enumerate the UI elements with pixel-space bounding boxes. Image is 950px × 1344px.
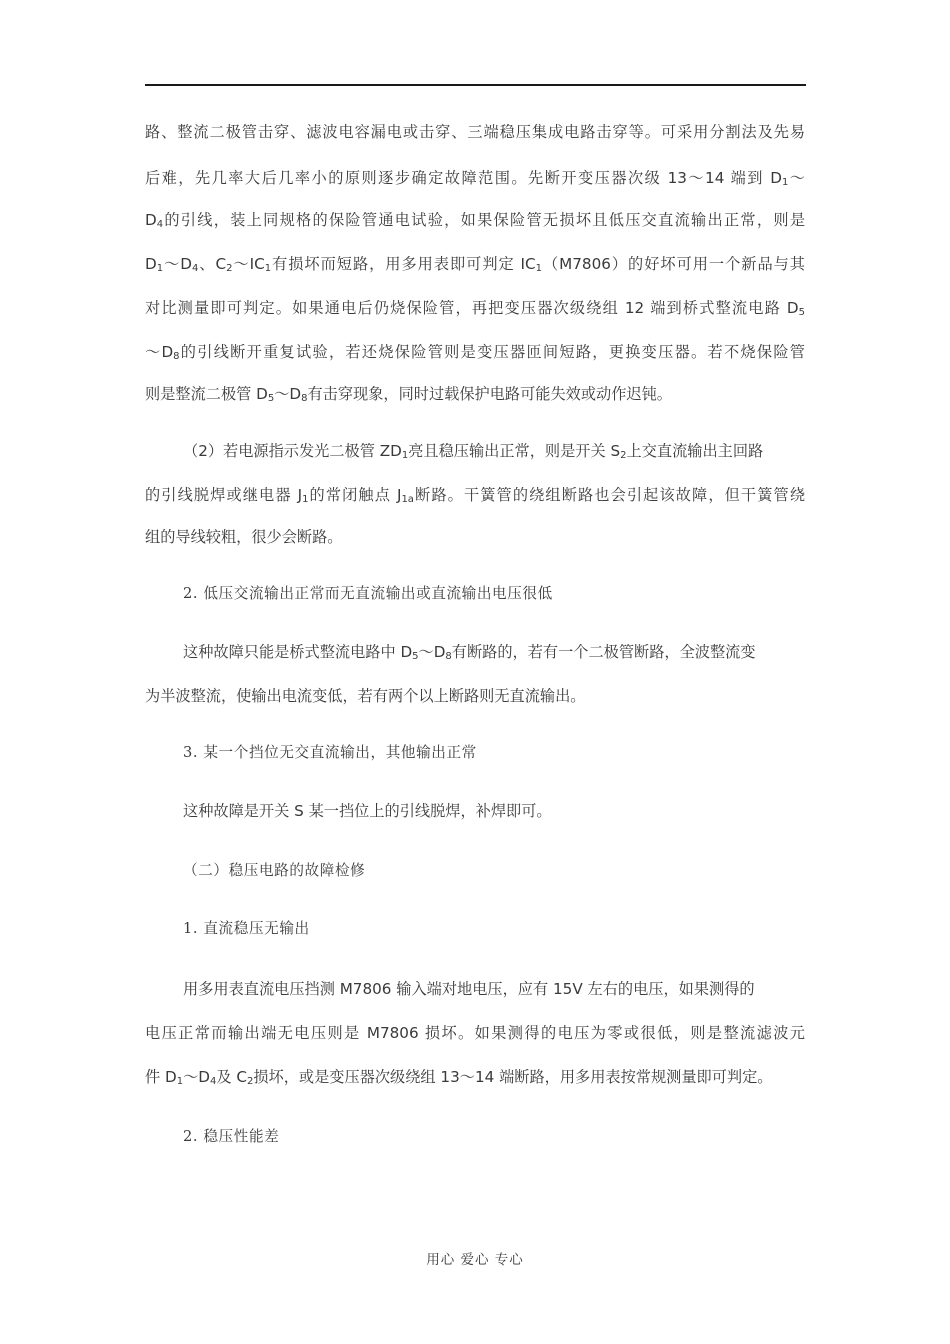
text-line-10: 组的导线较粗，很少会断路。 [145, 528, 343, 546]
text-line-14: 用多用表直流电压挡测 M7806 输入端对地电压，应有 15V 左右的电压，如果测得的 [183, 980, 755, 998]
text-line-12: 为半波整流，使输出电流变低，若有两个以上断路则无直流输出。 [145, 687, 586, 705]
text-line-9: 的引线脱焊或继电器 $J_1$的常闭触点 $J_{1a}$断路。干簧管的绕组断路也会引起该故障，但干簧管绕 [145, 486, 806, 506]
text-line-8: （2）若电源指示发光二极管 $ZD_1$亮且稳压输出正常，则是开关 $S_2$上交直流输出主回路 [183, 442, 764, 462]
section-heading-2: 2. 低压交流输出正常而无直流输出或直流输出电压很低 [183, 585, 553, 602]
section-heading-3: 3. 某一个挡位无交直流输出，其他输出正常 [183, 744, 477, 761]
header-rule [145, 84, 806, 86]
page-footer: 用心 爱心 专心 [426, 1252, 524, 1268]
subsection-heading-1: 1. 直流稳压无输出 [183, 920, 310, 937]
text-line-11: 这种故障只能是桥式整流电路中 $D_5\sim D_8$有断路的，若有一个二极管断路，全波整流变 [183, 643, 756, 663]
text-line-15: 电压正常而输出端无电压则是 M7806 损坏。如果测得的电压为零或很低，则是整流滤波元 [145, 1024, 805, 1042]
text-line-6: $\sim D_8$的引线断开重复试验，若还烧保险管则是变压器匝间短路，更换变压器。若不烧保险管 [145, 343, 805, 363]
subsection-heading-2: 2. 稳压性能差 [183, 1128, 280, 1145]
text-line-16: 件 $D_1\sim D_4$及 $C_2$损坏，或是变压器次级绕组 13～14 端断路，用多用表按常规测量即可判定。 [145, 1068, 773, 1088]
section-heading-part-2: （二）稳压电路的故障检修 [183, 862, 366, 879]
text-line-1: 路、整流二极管击穿、滤波电容漏电或击穿、三端稳压集成电路击穿等。可采用分割法及先易 [145, 123, 805, 141]
text-line-3: $D_4$的引线，装上同规格的保险管通电试验，如果保险管无损坏且低压交直流输出正常，则是 [145, 211, 805, 231]
text-line-7: 则是整流二极管 $D_5\sim D_8$有击穿现象，同时过载保护电路可能失效或动作迟钝。 [145, 385, 672, 405]
text-line-4: $D_1\sim D_4$、$C_2\sim IC_1$有损坏而短路，用多用表即可判定 $IC_1(M7806)$的好坏可用一个新品与其 [145, 255, 805, 275]
text-line-13: 这种故障是开关 S 某一挡位上的引线脱焊，补焊即可。 [183, 802, 552, 820]
text-line-2: 后难，先几率大后几率小的原则逐步确定故障范围。先断开变压器次级 13～14 端到 $D_1\sim$ [145, 169, 805, 189]
text-line-5: 对比测量即可判定。如果通电后仍烧保险管，再把变压器次级绕组 12 端到桥式整流电路 $D_5$ [145, 299, 805, 319]
